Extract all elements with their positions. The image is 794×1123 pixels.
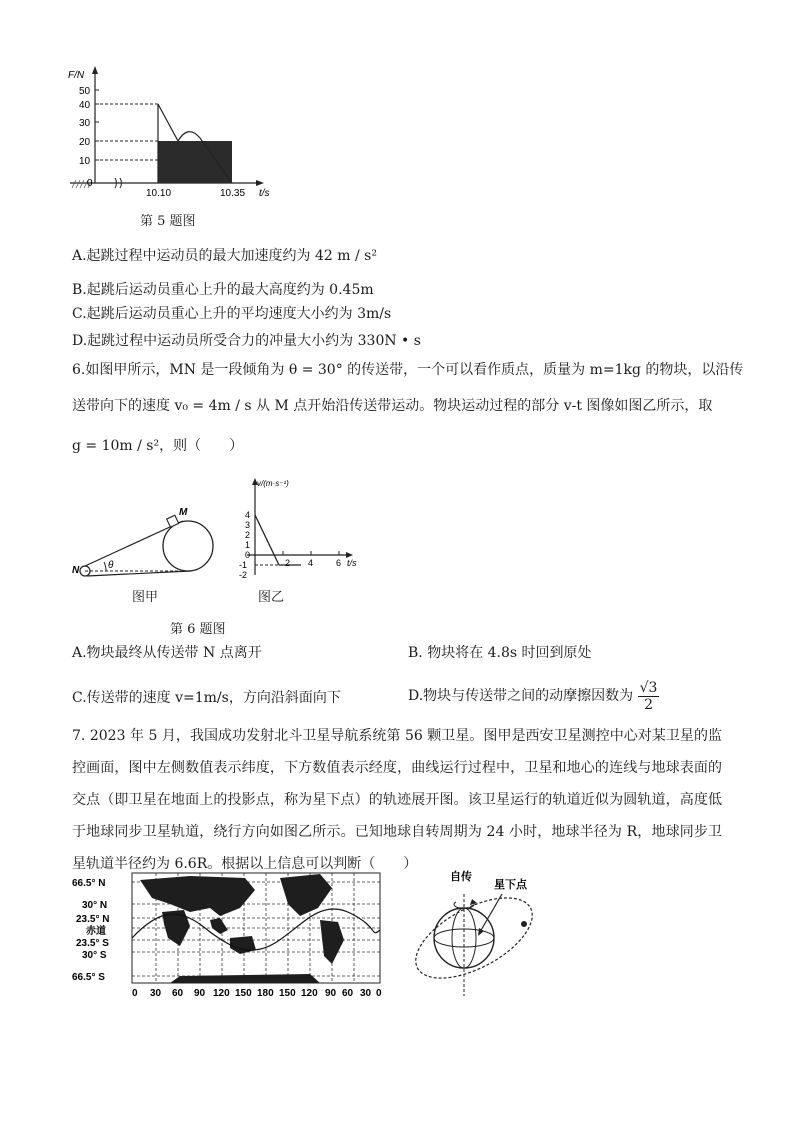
q5-y-tick: 10 — [79, 156, 91, 167]
q6-vt-graph — [235, 475, 370, 585]
q6-vt-y-tick: -1 — [239, 560, 248, 570]
q6-label-theta: θ — [108, 560, 114, 571]
q7-lon-label: 0 — [132, 988, 138, 999]
q6-option-d-numerator: √3 — [639, 679, 658, 696]
q7-lon-label: 30 — [150, 988, 162, 999]
q7-lon-label: 30 — [360, 988, 372, 999]
q7-lon-label: 90 — [325, 988, 337, 999]
q5-option-a: A.起跳过程中运动员的最大加速度约为 42 m / s² — [72, 248, 377, 264]
q7-stem: 7. 2023 年 5 月，我国成功发射北斗卫星导航系统第 56 颗卫星。图甲是西安卫星测控中心对某卫星的监控画面，图中左侧数值表示纬度，下方数值表示经度，曲线运行过程中，卫星和地心的连线与地球表面的交点（即卫星在地面上的投影点，称为星下点）的轨迹展开图。该卫星运行的轨道近似为圆轨道，高度低于地球同步卫星轨道，绕行方向如图乙所示。已知地球自转周期为 24 小时，地球半径为 R，地球同步卫星轨道半径约为 6.6R。根据以上信息可以判断（ ） — [72, 728, 722, 872]
q7-lat-label: 66.5° S — [72, 972, 105, 983]
q7-lat-label: 30° N — [82, 900, 108, 911]
q6-stem-line2: 送带向下的速度 v₀ = 4m / s 从 M 点开始沿传送带运动。物块运动过程的部分 v-t 图像如图乙所示，取 — [72, 398, 713, 414]
q6-option-d-fraction — [638, 680, 660, 713]
q6-vt-y-tick: -2 — [239, 570, 248, 580]
q6-vt-x-tick: 2 — [285, 558, 291, 568]
q7-globe-orbit-diagram — [402, 866, 552, 1001]
q7-lat-label: 23.5° N — [76, 914, 110, 925]
q6-vt-x-label: t/s — [347, 558, 357, 568]
q5-figure-caption: 第 5 题图 — [140, 214, 196, 229]
q5-x-axis-label: t/s — [259, 188, 270, 199]
q6-option-d — [408, 678, 659, 714]
q5-y-tick: 30 — [79, 118, 91, 129]
q6-figure-conveyor — [68, 505, 228, 580]
q6-label-n: N — [72, 565, 80, 576]
q7-lat-label: 23.5° S — [76, 938, 109, 949]
q6-fig-jia-caption: 图甲 — [132, 590, 159, 605]
q7-lon-label: 60 — [172, 988, 184, 999]
q6-vt-y-tick: 1 — [245, 540, 251, 550]
q7-globe-subpoint-label: 星下点 — [494, 879, 527, 891]
q6-option-d-denominator: 2 — [644, 696, 654, 713]
q5-x-tick: 10.10 — [146, 188, 172, 199]
q7-lat-label: 66.5° N — [72, 878, 106, 889]
q5-y-tick: 40 — [79, 100, 91, 111]
q6-stem-line1: 6.如图甲所示，MN 是一段倾角为 θ = 30° 的传送带，一个可以看作质点，质量为 m=1kg 的物块，以沿传 — [72, 362, 744, 378]
q5-option-b: B.起跳后运动员重心上升的最大高度约为 0.45m — [72, 282, 374, 298]
q6-fig-yi-caption: 图乙 — [258, 590, 285, 605]
q6-option-d-text: D.物块与传送带之间的动摩擦因数为 — [408, 688, 634, 704]
q7-lon-label: 120 — [213, 988, 230, 999]
q5-y-axis-label: F/N — [68, 70, 85, 81]
q6-option-b: B. 物块将在 4.8s 时回到原处 — [408, 645, 592, 661]
q6-label-m: M — [179, 507, 188, 518]
q6-vt-y-tick: 0 — [245, 550, 251, 560]
q7-lon-label: 60 — [342, 988, 354, 999]
q6-vt-y-tick: 3 — [245, 520, 251, 530]
q5-option-d: D.起跳过程中运动员所受合力的冲量大小约为 330N • s — [72, 333, 421, 349]
q6-vt-y-label: v/(m·s⁻¹) — [257, 479, 289, 488]
q7-globe-rotation-label: 自传 — [450, 871, 472, 883]
q5-y-tick: 20 — [79, 137, 91, 148]
q7-lon-label: 180 — [257, 988, 274, 999]
q5-option-c: C.起跳后运动员重心上升的平均速度大小约为 3m/s — [72, 306, 392, 322]
q5-x-tick: 10.35 — [220, 188, 246, 199]
q6-option-c: C.传送带的速度 v=1m/s，方向沿斜面向下 — [72, 690, 341, 706]
q6-vt-y-tick: 2 — [245, 530, 251, 540]
q6-vt-y-tick: 4 — [245, 510, 251, 520]
q7-ground-track-map — [70, 868, 400, 1000]
q7-lon-label: 150 — [235, 988, 252, 999]
q6-vt-x-tick: 6 — [336, 558, 342, 568]
q5-y-tick: 0 — [87, 178, 93, 189]
q7-lon-label: 150 — [279, 988, 296, 999]
q5-force-time-graph — [60, 60, 290, 205]
q7-lon-label: 90 — [194, 988, 206, 999]
q5-y-tick: 50 — [79, 86, 91, 97]
q7-lat-label: 30° S — [82, 950, 107, 961]
q7-lat-label: 赤道 — [86, 926, 106, 937]
q6-stem-line3: g = 10m / s²，则（ ） — [72, 438, 244, 454]
q6-figure-caption: 第 6 题图 — [170, 622, 226, 637]
q6-vt-x-tick: 4 — [308, 558, 314, 568]
q6-option-a: A.物块最终从传送带 N 点离开 — [72, 645, 262, 661]
q7-lon-label: 0 — [376, 988, 382, 999]
q7-lon-label: 120 — [301, 988, 318, 999]
